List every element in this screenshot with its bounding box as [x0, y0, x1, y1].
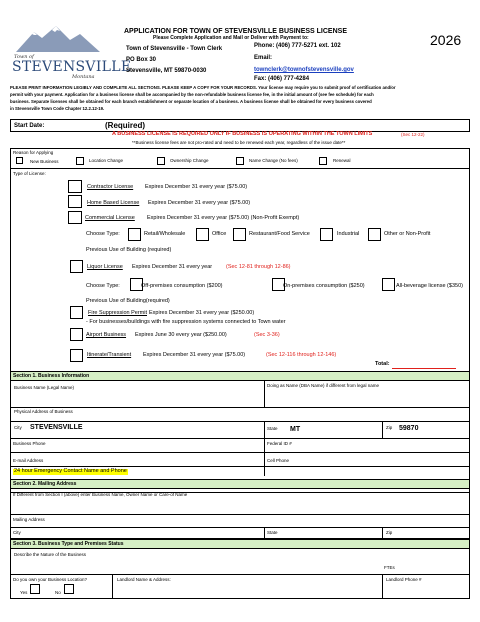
reason-location-checkbox[interactable] [76, 157, 84, 165]
logo-state: Montana [72, 74, 95, 80]
mountain-icon [12, 24, 104, 54]
off-premises-label: Off-premises consumption ($200) [141, 283, 223, 289]
home-based-checkbox[interactable] [68, 195, 82, 208]
home-based-label: Home Based License [87, 200, 140, 206]
itinerate-label: Itinerate/Transient [87, 352, 132, 358]
on-premises-label: On-premises consumption ($250) [283, 283, 365, 289]
contractor-checkbox[interactable] [68, 180, 82, 193]
page-subtitle: Please Complete Application and Mail or Deliver with Payment to: [153, 35, 309, 41]
address-line-3: Stevensville, MT 59870-0030 [126, 68, 207, 74]
section-2-title: Section 2. Mailing Address [13, 481, 77, 487]
section-2-note: If Different from Section I (above) enter Business Name, Owner Name or Care-of Name [13, 492, 188, 497]
business-name-label: Business Name (Legal Name) [14, 385, 75, 390]
reason-name-checkbox[interactable] [236, 157, 244, 165]
commercial-checkbox[interactable] [68, 211, 82, 224]
email-link[interactable]: townclerk@townofstevensville.gov [254, 67, 354, 73]
reason-ownership-label: Ownership Change [170, 158, 209, 163]
mailing-zip-label: Zip [386, 530, 393, 535]
landlord-phone-label: Landlord Phone # [386, 577, 422, 582]
total-label: Total: [375, 361, 390, 367]
section-3-title: Section 3. Business Type and Premises Status [13, 541, 124, 547]
retail-label: Retail/Wholesale [144, 231, 186, 237]
logo-name: STEVENSVILLE [12, 59, 132, 75]
reason-location-label: Location Change [89, 158, 124, 163]
office-label: Office [212, 231, 227, 237]
address-line-2: PO Box 30 [126, 57, 157, 63]
city-label: City [14, 425, 22, 430]
section-1-title: Section 1. Business Information [13, 373, 90, 379]
ftes-label: FTEs [384, 565, 395, 570]
other-label: Other or Non-Profit [384, 231, 431, 237]
office-checkbox[interactable] [196, 228, 209, 241]
start-date-value[interactable]: (Required) [105, 121, 145, 130]
fire-checkbox[interactable] [70, 306, 83, 319]
mailing-city-label: City [13, 530, 21, 535]
commercial-desc: Expires December 31 every year ($75.00) (Non-Profit Exempt) [147, 215, 300, 221]
liquor-desc: Expires December 31 every year [132, 264, 213, 270]
commercial-choose-type: Choose Type: [86, 231, 120, 237]
reason-new-checkbox[interactable] [16, 157, 23, 164]
total-underline[interactable] [392, 368, 456, 369]
airport-label: Airport Business [86, 332, 127, 338]
airport-checkbox[interactable] [70, 328, 83, 341]
other-checkbox[interactable] [368, 228, 381, 241]
own-no-checkbox[interactable] [64, 584, 74, 594]
commercial-label: Commercial License [85, 215, 135, 221]
page-title: APPLICATION FOR TOWN OF STEVENSVILLE BUSINESS LICENSE [124, 28, 347, 35]
city-value[interactable]: STEVENSVILLE [30, 424, 83, 431]
federal-id-label: Federal ID # [267, 441, 292, 446]
fire-note: - For businesses/buildings with fire suppression systems connected to Town water [86, 319, 286, 325]
industrial-checkbox[interactable] [320, 228, 333, 241]
own-no-label: No [55, 590, 61, 595]
liquor-label: Liquor License [87, 264, 123, 270]
reason-renewal-label: Renewal [333, 158, 351, 163]
reason-name-label: Name Change (No fees) [249, 158, 298, 163]
fax-text: Fax: (406) 777-4284 [254, 76, 310, 82]
notice-main: A BUSINESS LICENSE IS REQUIRED ONLY IF BUSINESS IS OPERATING WITHIN THE TOWN LIMITS [112, 131, 373, 137]
all-beverage-label: All-beverage license ($350) [396, 283, 463, 289]
airport-desc: Expires June 30 every year ($250.00) [135, 332, 227, 338]
contractor-license-desc: Expires December 31 every year ($75.00) [145, 184, 248, 190]
emergency-contact-label: 24 hour Emergency Contact Name and Phone [14, 468, 127, 474]
logo-town-of: Town of [14, 54, 34, 60]
business-phone-label: Business Phone [13, 441, 46, 446]
notice-note: **Business license fees are not pro-rated and need to be renewed each year, regardless of the issue date** [132, 140, 346, 145]
reason-label: Reason for Applying [13, 150, 54, 155]
email-label: Email: [254, 55, 273, 61]
airport-ref: (Sec 3-36) [254, 332, 280, 338]
reason-ownership-checkbox[interactable] [157, 157, 165, 165]
reason-renewal-checkbox[interactable] [319, 157, 327, 165]
license-type-label: Type of License: [13, 171, 46, 176]
form-year: 2026 [430, 32, 462, 48]
license-types-box-lower [10, 343, 470, 371]
mailing-state-label: State [267, 530, 278, 535]
start-date-label: Start Date: [14, 123, 45, 129]
zip-value[interactable]: 59870 [399, 425, 419, 432]
previous-use-2-label: Previous Use of Building(required) [86, 298, 170, 304]
cell-phone-label: Cell Phone [267, 458, 290, 463]
state-value[interactable]: MT [290, 426, 301, 433]
liquor-choose-type: Choose Type: [86, 283, 120, 289]
own-yes-checkbox[interactable] [30, 584, 40, 594]
liquor-ref: (Sec 12-81 through 12-86) [226, 264, 291, 270]
dba-label: Doing as Name (DBA Name) if different from legal name [267, 383, 379, 388]
email-address-label: E-mail Address [13, 458, 44, 463]
section-2-header [10, 479, 470, 489]
itinerate-desc: Expires December 31 every year ($75.00) [143, 352, 246, 358]
reason-new-label: New Business [30, 159, 59, 164]
town-logo [12, 24, 132, 80]
previous-use-label: Previous Use of Building (required) [86, 247, 172, 253]
zip-label: Zip [386, 425, 393, 430]
address-line-1: Town of Stevensville - Town Clerk [126, 46, 223, 52]
itinerate-ref: (Sec 12-116 through 12-146) [266, 352, 337, 358]
notice-ref: (Sec 12-22) [401, 132, 425, 137]
all-beverage-checkbox[interactable] [382, 278, 395, 291]
own-yes-label: Yes [20, 590, 28, 595]
own-location-question: Do you own your Business Location? [13, 577, 88, 582]
mailing-address-label: Mailing Address [13, 517, 45, 522]
liquor-checkbox[interactable] [70, 260, 83, 273]
restaurant-checkbox[interactable] [233, 228, 246, 241]
fire-label: Fire Suppression Permit [88, 310, 147, 316]
retail-checkbox[interactable] [128, 228, 141, 241]
restaurant-label: Restaurant/Food Service [249, 231, 310, 237]
landlord-name-label: Landlord Name & Address: [117, 577, 171, 582]
contractor-license-label: Contractor License [87, 184, 134, 190]
fire-desc: Expires December 31 every year ($250.00) [149, 310, 255, 316]
phone-text: Phone: (406) 777-5271 ext. 102 [254, 43, 341, 49]
industrial-label: Industrial [337, 231, 360, 237]
home-based-desc: Expires December 31 every year ($75.00) [148, 200, 251, 206]
physical-address-label: Physical Address of Business [14, 409, 73, 414]
state-label: State [267, 426, 278, 431]
section-1-grid [10, 381, 470, 493]
describe-business-label: Describe the Nature of the Business [14, 552, 87, 557]
